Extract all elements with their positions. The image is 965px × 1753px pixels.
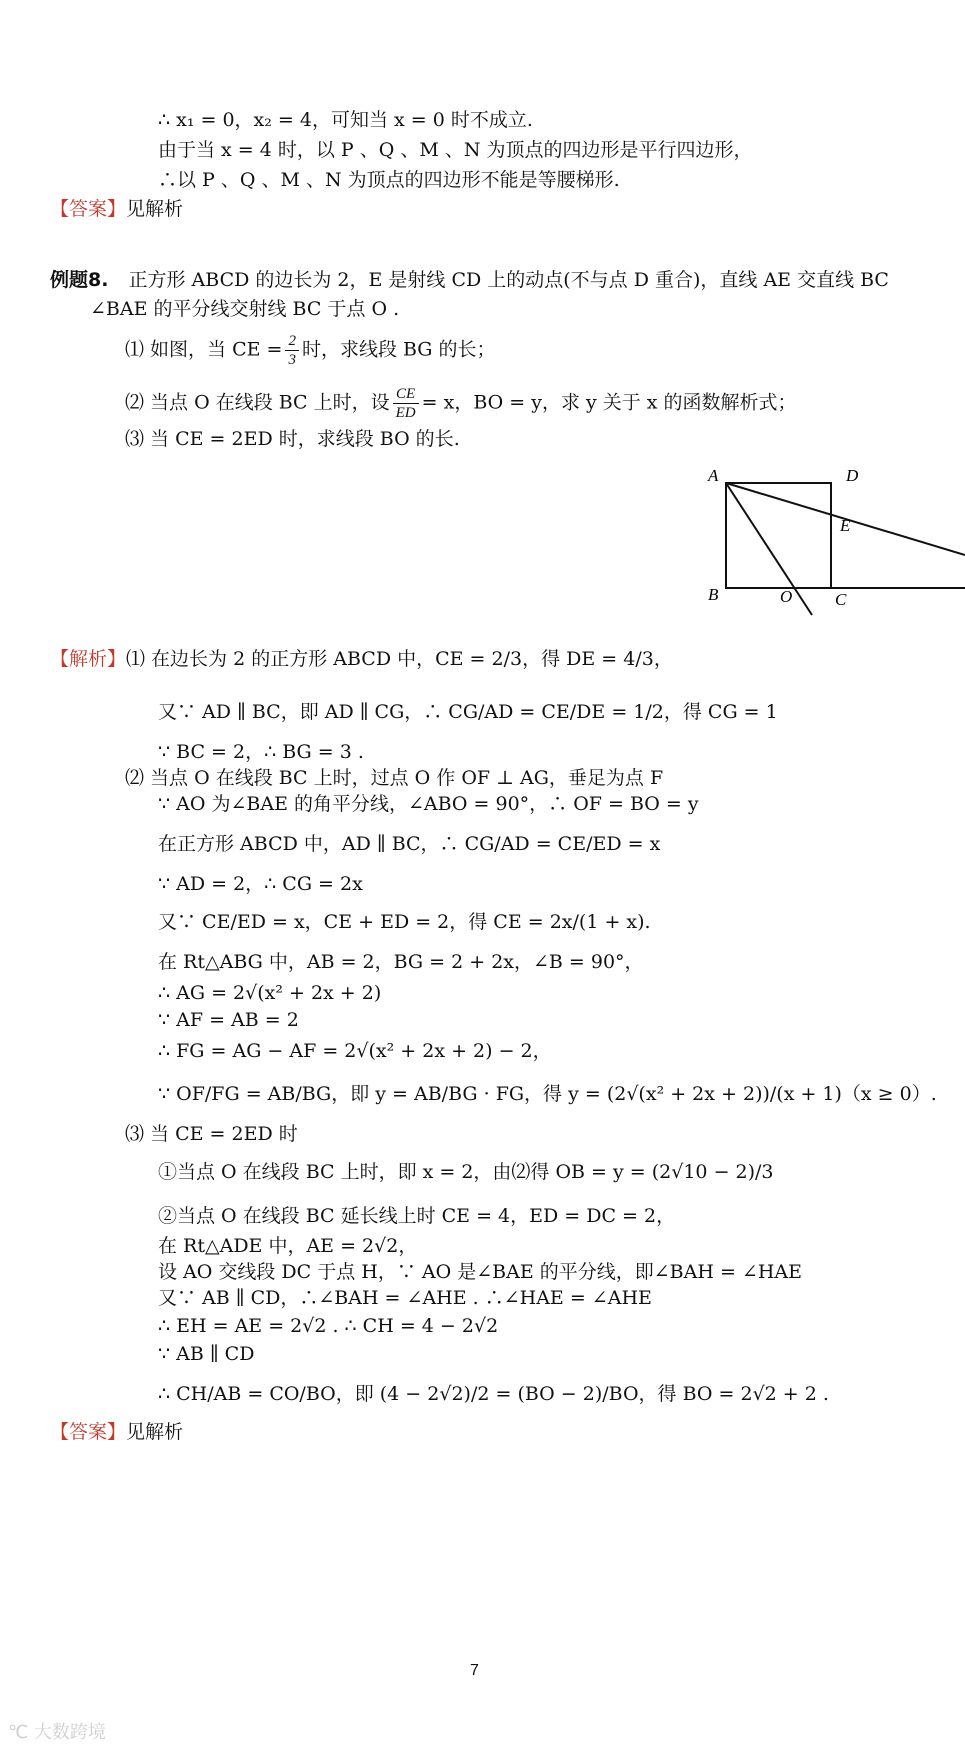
- page-number: 7: [470, 1662, 479, 1679]
- denominator: ED: [395, 405, 416, 421]
- solution-line: ∴ FG = AG − AF = 2√(x² + 2x + 2) − 2，: [158, 1040, 552, 1062]
- label-a: A: [708, 466, 719, 485]
- solution-line: ∴ CH/AB = CO/BO，即 (4 − 2√2)/2 = (BO − 2)/BO，得 BO = 2√2 + 2 .: [158, 1383, 829, 1405]
- solution-line: ②当点 O 在线段 BC 延长线上时 CE = 4，ED = DC = 2，: [158, 1205, 676, 1227]
- text-line: ∴ x₁ = 0，x₂ = 4，可知当 x = 0 时不成立.: [158, 109, 533, 131]
- solution-line: ∴ AG = 2√(x² + 2x + 2): [158, 982, 382, 1004]
- solution-text: ⑴ 在边长为 2 的正方形 ABCD 中，CE = 2/3，得 DE = 4/3，: [126, 648, 673, 670]
- solution-line: ①当点 O 在线段 BC 上时，即 x = 2，由⑵得 OB = y = (2√10 − 2)/3: [158, 1161, 774, 1183]
- label-d: D: [846, 466, 859, 485]
- solution-line: ∴ EH = AE = 2√2 . ∴ CH = 4 − 2√2: [158, 1315, 499, 1337]
- solution-line: 在正方形 ABCD 中，AD ∥ BC，∴ CG/AD = CE/ED = x: [158, 833, 661, 855]
- answer-tag: 【答案】: [50, 198, 127, 220]
- geometry-figure: [700, 455, 965, 630]
- question-text: 正方形 ABCD 的边长为 2，E 是射线 CD 上的动点(不与点 D 重合)，直线 AE 交直线 BC: [128, 269, 889, 291]
- solution-line: 又∵ AD ∥ BC，即 AD ∥ CG，∴ CG/AD = CE/DE = 1/2，得 CG = 1: [158, 701, 778, 723]
- fraction: [393, 385, 419, 422]
- solution-tag: 【解析】: [50, 648, 127, 670]
- answer-line: [50, 1420, 183, 1444]
- solution-line: ∵ AB ∥ CD: [158, 1343, 255, 1365]
- question-text: ∠BAE 的平分线交射线 BC 于点 O .: [90, 298, 400, 320]
- solution-line: 又∵ AB ∥ CD，∴∠BAH = ∠AHE . ∴∠HAE = ∠AHE: [158, 1287, 652, 1309]
- part-1: [125, 332, 496, 369]
- numerator: CE: [393, 385, 419, 404]
- solution-line: 在 Rt△ABG 中，AB = 2，BG = 2 + 2x，∠B = 90°，: [158, 951, 644, 973]
- numerator: 2: [285, 332, 299, 351]
- answer-text: 见解析: [126, 1421, 184, 1443]
- solution-line: ∵ AD = 2，∴ CG = 2x: [158, 873, 363, 895]
- part-2-text: ⑵ 当点 O 在线段 BC 上时，设: [125, 391, 390, 414]
- fraction: [285, 332, 299, 369]
- answer-tag: 【答案】: [50, 1421, 127, 1443]
- denominator: 3: [288, 352, 296, 368]
- solution-line: 又∵ CE/ED = x，CE + ED = 2，得 CE = 2x/(1 + x).: [158, 911, 651, 933]
- line-ao: [726, 483, 812, 615]
- answer-line: [50, 197, 183, 221]
- text-line: ∴以 P 、Q 、M 、N 为顶点的四边形不能是等腰梯形.: [158, 169, 620, 191]
- part-3: ⑶ 当 CE = 2ED 时，求线段 BO 的长.: [125, 428, 460, 450]
- solution-line: ∵ AF = AB = 2: [158, 1009, 299, 1031]
- watermark: ℃ 大数跨境: [8, 1722, 106, 1743]
- solution-line: 设 AO 交线段 DC 于点 H，∵ AO 是∠BAE 的平分线，即∠BAH = ∠HAE: [158, 1261, 802, 1283]
- label-c: C: [835, 590, 847, 609]
- text-line: 由于当 x = 4 时，以 P 、Q 、M 、N 为顶点的四边形是平行四边形，: [158, 139, 753, 161]
- example-label: 例题8.: [50, 269, 109, 291]
- solution-line: ∵ AO 为∠BAE 的角平分线，∠ABO = 90°，∴ OF = BO = y: [158, 793, 699, 815]
- part-1-text: ⑴ 如图，当 CE =: [125, 338, 283, 361]
- solution-line: 在 Rt△ADE 中，AE = 2√2，: [158, 1235, 418, 1257]
- label-b: B: [708, 585, 719, 604]
- part-2-text: = x，BO = y，求 y 关于 x 的函数解析式；: [421, 391, 797, 414]
- example-line: [50, 268, 889, 292]
- solution-line: ⑵ 当点 O 在线段 BC 上时，过点 O 作 OF ⊥ AG，垂足为点 F: [125, 767, 664, 789]
- solution-line: ∵ BC = 2，∴ BG = 3 .: [158, 741, 364, 763]
- label-e: E: [840, 516, 851, 535]
- part-1-text: 时，求线段 BG 的长；: [301, 338, 496, 361]
- solution-line: [50, 647, 673, 671]
- label-o: O: [780, 587, 793, 606]
- answer-text: 见解析: [126, 198, 184, 220]
- solution-line: ∵ OF/FG = AB/BG，即 y = AB/BG · FG，得 y = (2√(x² + 2x + 2))/(x + 1)（x ≥ 0）.: [158, 1083, 937, 1105]
- part-2: [125, 385, 797, 422]
- solution-line: ⑶ 当 CE = 2ED 时: [125, 1123, 298, 1145]
